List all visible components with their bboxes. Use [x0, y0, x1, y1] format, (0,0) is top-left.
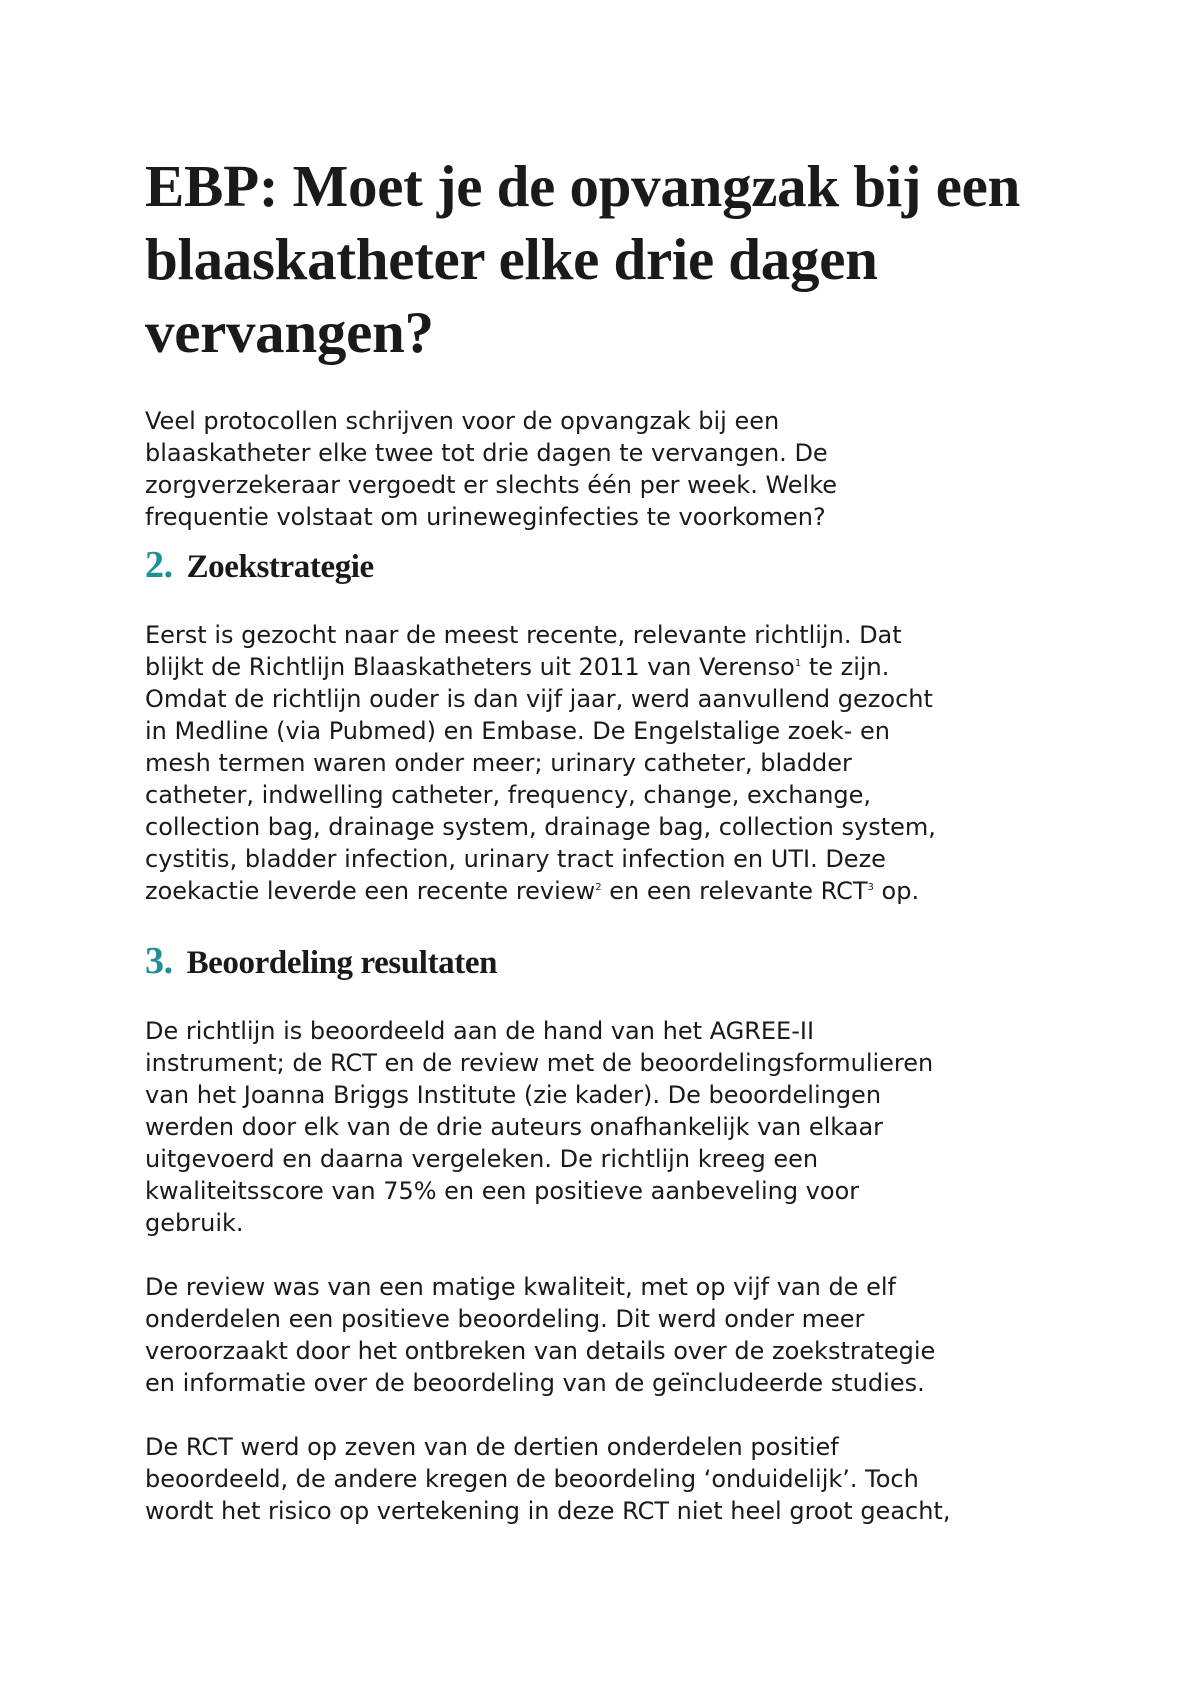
footnote-reference: 3: [867, 882, 874, 893]
review-paragraph: De review was van een matige kwaliteit, met op vijf van de elf onderdelen een positieve beoordeling. Dit werd onder meer veroorzaakt door het ontbreken van details over de zoekstrategie en informatie over de beoordeling van de geïncludeerde studies.: [145, 1273, 936, 1397]
section-heading-beoordeling-resultaten: [145, 941, 1085, 983]
paragraph-text: en een relevante RCT: [601, 877, 868, 905]
article-body: [145, 150, 1085, 1527]
footnote-reference: 1: [794, 658, 802, 669]
section-number: 3.: [145, 940, 173, 982]
section-title: Zoekstrategie: [186, 549, 374, 585]
zoekstrategie-paragraph: [145, 619, 1085, 907]
intro-paragraph: Veel protocollen schrijven voor de opvangzak bij een blaaskatheter elke twee tot drie dagen te vervangen. De zorgverzekeraar vergoedt er slechts één per week. Welke frequentie volstaat om urineweginfecties te voorkomen?: [145, 407, 838, 531]
section-title: Beoordeling resultaten: [186, 945, 498, 981]
section-number: 2.: [145, 544, 173, 586]
footnote-reference: 2: [595, 882, 602, 893]
article-title: EBP: Moet je de opvangzak bij een blaaskatheter elke drie dagen vervangen?: [145, 153, 1021, 365]
paragraph-text: Eerst is gezocht naar de meest recente, relevante richtlijn. Dat blijkt de Richtlijn Blaaskatheters uit 2011 van Verenso: [145, 621, 902, 681]
section-heading-zoekstrategie: [145, 545, 1085, 587]
richtlijn-paragraph: De richtlijn is beoordeeld aan de hand van het AGREE-II instrument; de RCT en de review met de beoordelingsformulieren van het Joanna Briggs Institute (zie kader). De beoordelingen werden door elk van de drie auteurs onafhankelijk van elkaar uitgevoerd en daarna vergeleken. De richtlijn kreeg een kwaliteitsscore van 75% en een positieve aanbeveling voor gebruik.: [145, 1017, 934, 1237]
rct-paragraph: De RCT werd op zeven van de dertien onderdelen positief beoordeeld, de andere kregen de beoordeling ‘onduidelijk’. Toch wordt het risico op vertekening in deze RCT niet heel groot geacht,: [145, 1433, 951, 1525]
paragraph-text: op.: [873, 877, 920, 905]
paragraph-text: te zijn. Omdat de richtlijn ouder is dan vijf jaar, werd aanvullend gezocht in Medline (via Pubmed) en Embase. De Engelstalige zoek- en mesh termen waren onder meer; urinary catheter, bladder catheter, indwelling catheter, frequency, change, exchange, collection bag, drainage system, drainage bag, collection system, cystitis, bladder infection, urinary tract infection en UTI. Deze zoekactie leverde een recente review: [145, 653, 936, 905]
